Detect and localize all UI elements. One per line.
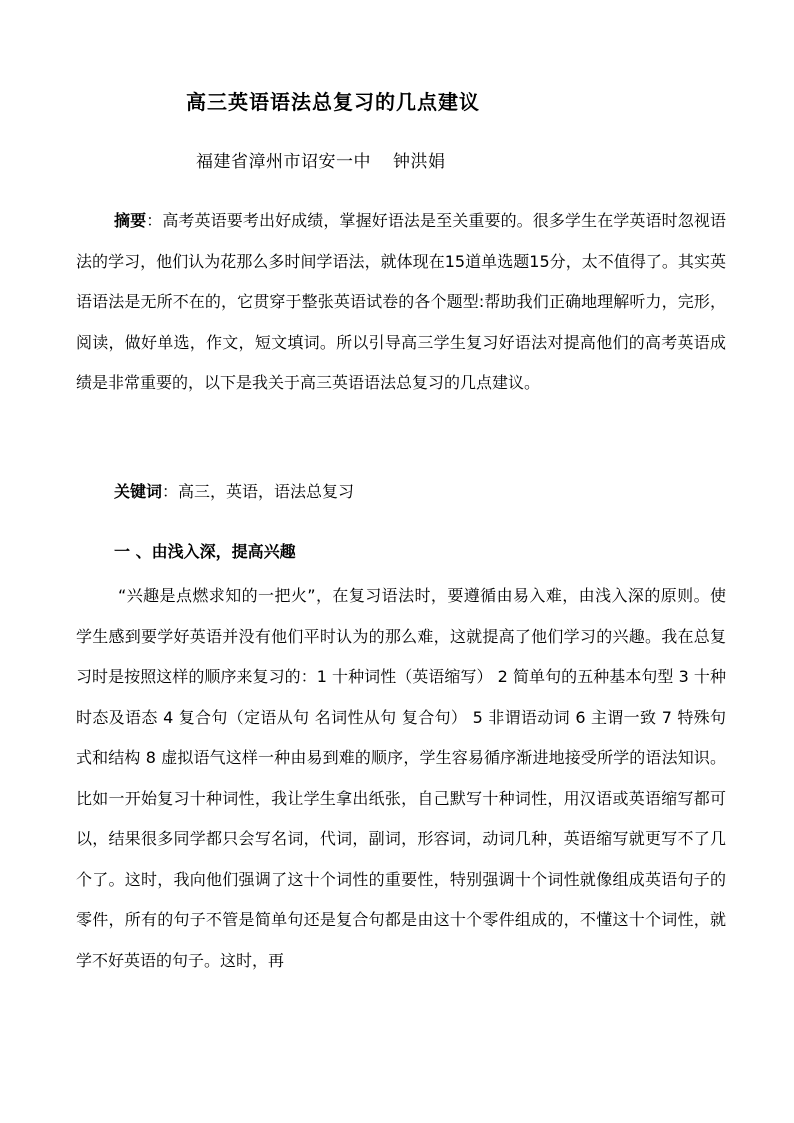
author-school: 福建省漳州市诏安一中 [196,152,371,172]
keywords-label: 关键词 [114,482,163,501]
keywords-text: ：高三，英语，语法总复习 [162,482,355,501]
abstract-text: ：高考英语要考出好成绩，掌握好语法是至关重要的。很多学生在学英语时忽视语法的学习，他们认为花那么多时间学语法，就体现在15道单选题15分，太不值得了。其实英语语法是无所不在的，它贯穿于整张英语试卷的各个题型:帮助我们正确地理解听力，完形，阅读，做好单选，作文，短文填词。所以引导高三学生复习好语法对提高他们的高考英语成绩是非常重要的，以下是我关于高三英语语法总复习的几点建议。 [76,211,726,392]
section-1-title: 一 、由浅入深，提高兴趣 [114,542,296,561]
author-line [196,147,446,172]
abstract-paragraph [76,201,726,404]
document-title: 高三英语语法总复习的几点建议 [186,90,480,114]
section-1-body: “兴趣是点燃求知的一把火”，在复习语法时，要遵循由易入难，由浅入深的原则。使学生感到要学好英语并没有他们平时认为的那么难，这就提高了他们学习的兴趣。我在总复习时是按照这样的顺序来复习的：1 十种词性（英语缩写） 2 简单句的五种基本句型 3 十种时态及语态 4 复合句（定语从句 名词性从句 复合句） 5 非谓语动词 6 主谓一致 7 特殊句式和结构 8 虚拟语气这样一种由易到难的顺序，学生容易循序渐进地接受所学的语法知识。比如一开始复习十种词性，我让学生拿出纸张，自己默写十种词性，用汉语或英语缩写都可以，结果很多同学都只会写名词，代词，副词，形容词，动词几种，英语缩写就更写不了几个了。这时，我向他们强调了这十个词性的重要性，特别强调十个词性就像组成英语句子的零件，所有的句子不管是简单句还是复合句都是由这十个零件组成的，不懂这十个词性，就学不好英语的句子。这时，再 [76,586,726,970]
abstract-label: 摘要 [114,211,147,230]
keywords-paragraph [76,472,726,513]
author-name: 钟洪娟 [393,152,446,172]
section-1-heading [76,532,726,573]
